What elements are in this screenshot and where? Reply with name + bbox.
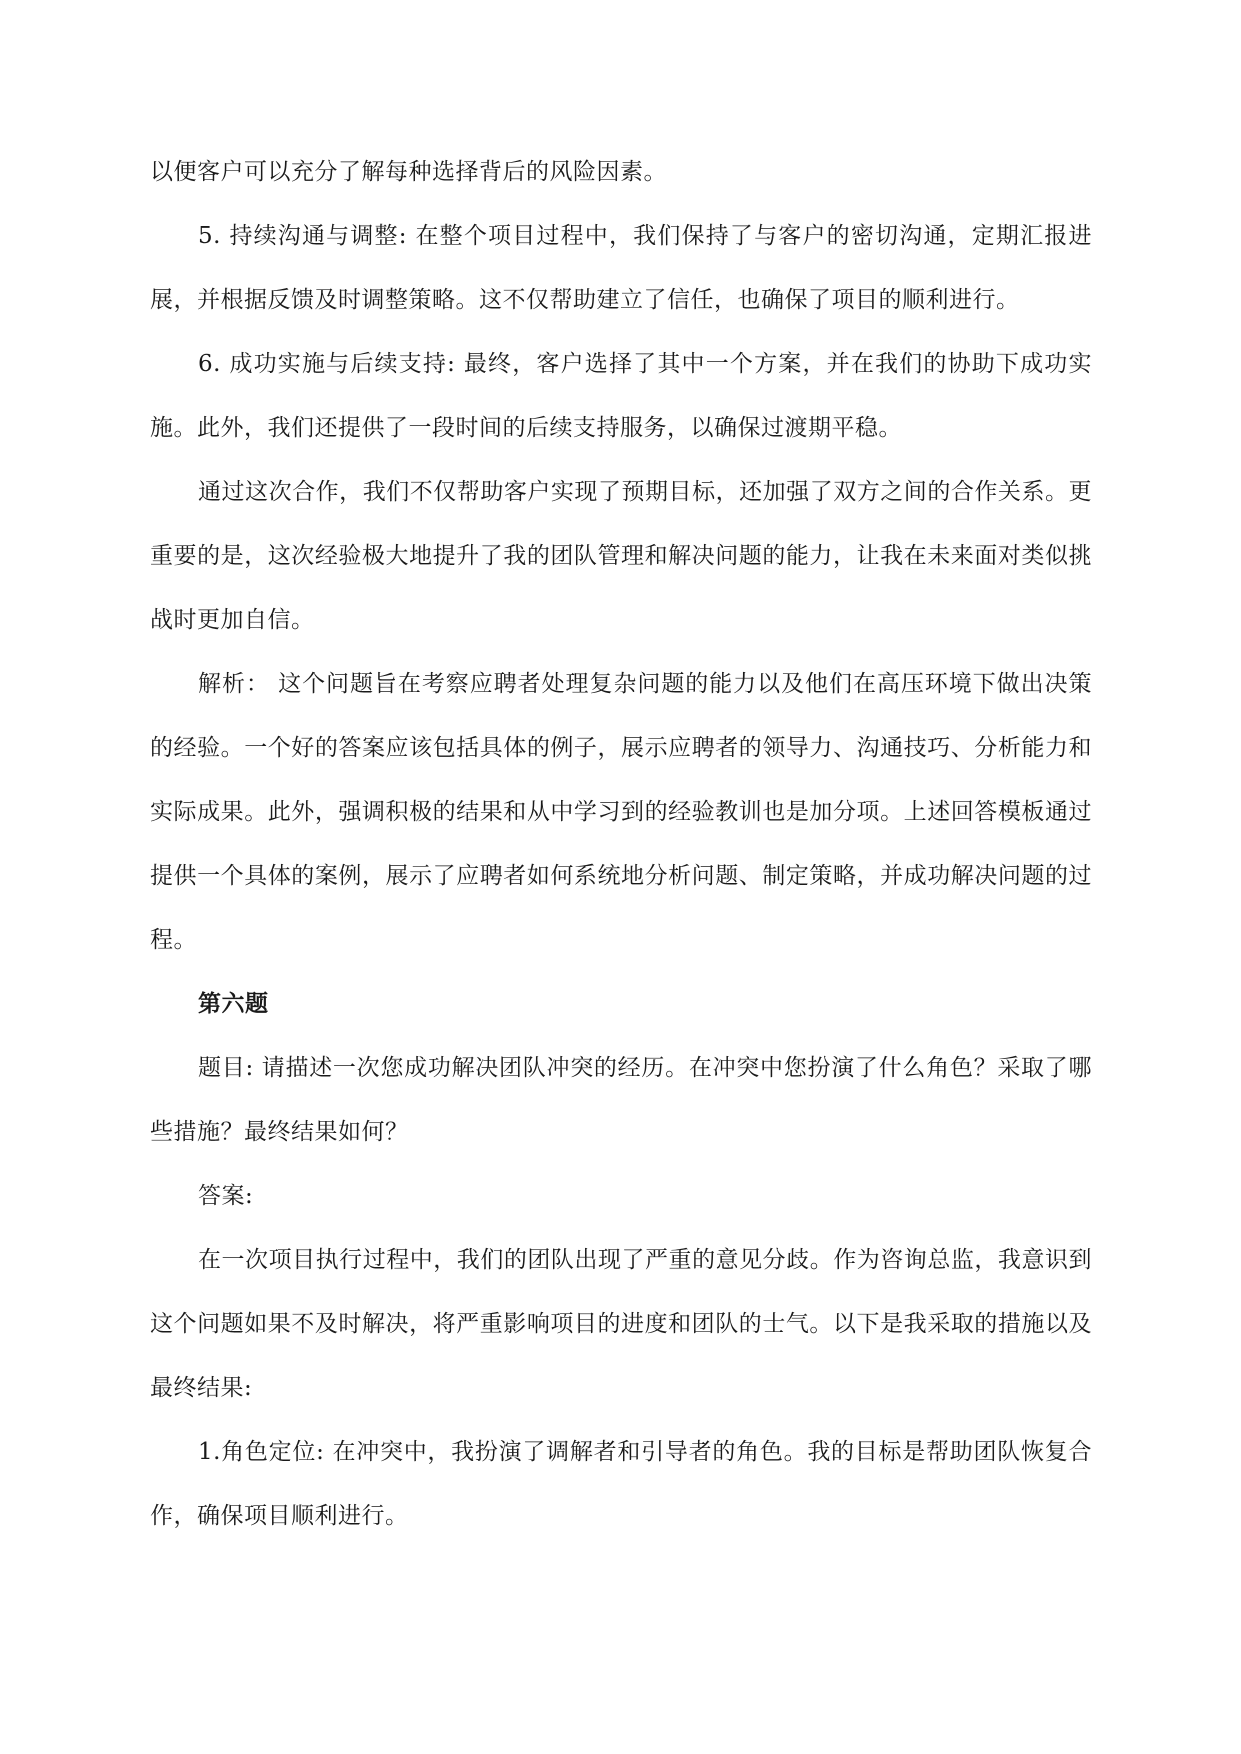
document-body — [150, 140, 1092, 1548]
paragraph-answer-label: 答案: — [198, 1183, 254, 1209]
paragraph-summary: 通过这次合作，我们不仅帮助客户实现了预期目标，还加强了双方之间的合作关系。更重要的是，这次经验极大地提升了我的团队管理和解决问题的能力，让我在未来面对类似挑战时更加自信。 — [150, 479, 1092, 633]
paragraph-role: 1.角色定位: 在冲突中，我扮演了调解者和引导者的角色。我的目标是帮助团队恢复合作，确保项目顺利进行。 — [150, 1439, 1092, 1529]
paragraph-step-6: 6. 成功实施与后续支持: 最终，客户选择了其中一个方案，并在我们的协助下成功实施。此外，我们还提供了一段时间的后续支持服务，以确保过渡期平稳。 — [150, 351, 1092, 441]
paragraph-answer-intro: 在一次项目执行过程中，我们的团队出现了严重的意见分歧。作为咨询总监，我意识到这个问题如果不及时解决，将严重影响项目的进度和团队的士气。以下是我采取的措施以及最终结果: — [150, 1247, 1092, 1401]
section-heading: 第六题 — [198, 991, 269, 1017]
paragraph-question: 题目: 请描述一次您成功解决团队冲突的经历。在冲突中您扮演了什么角色？采取了哪些措施？最终结果如何？ — [150, 1055, 1092, 1145]
paragraph-continuation: 以便客户可以充分了解每种选择背后的风险因素。 — [150, 159, 667, 185]
paragraph-analysis: 解析： 这个问题旨在考察应聘者处理复杂问题的能力以及他们在高压环境下做出决策的经验。一个好的答案应该包括具体的例子，展示应聘者的领导力、沟通技巧、分析能力和实际成果。此外，强调积极的结果和从中学习到的经验教训也是加分项。上述回答模板通过提供一个具体的案例，展示了应聘者如何系统地分析问题、制定策略，并成功解决问题的过程。 — [150, 671, 1092, 953]
paragraph-step-5: 5. 持续沟通与调整: 在整个项目过程中，我们保持了与客户的密切沟通，定期汇报进展，并根据反馈及时调整策略。这不仅帮助建立了信任，也确保了项目的顺利进行。 — [150, 223, 1092, 313]
